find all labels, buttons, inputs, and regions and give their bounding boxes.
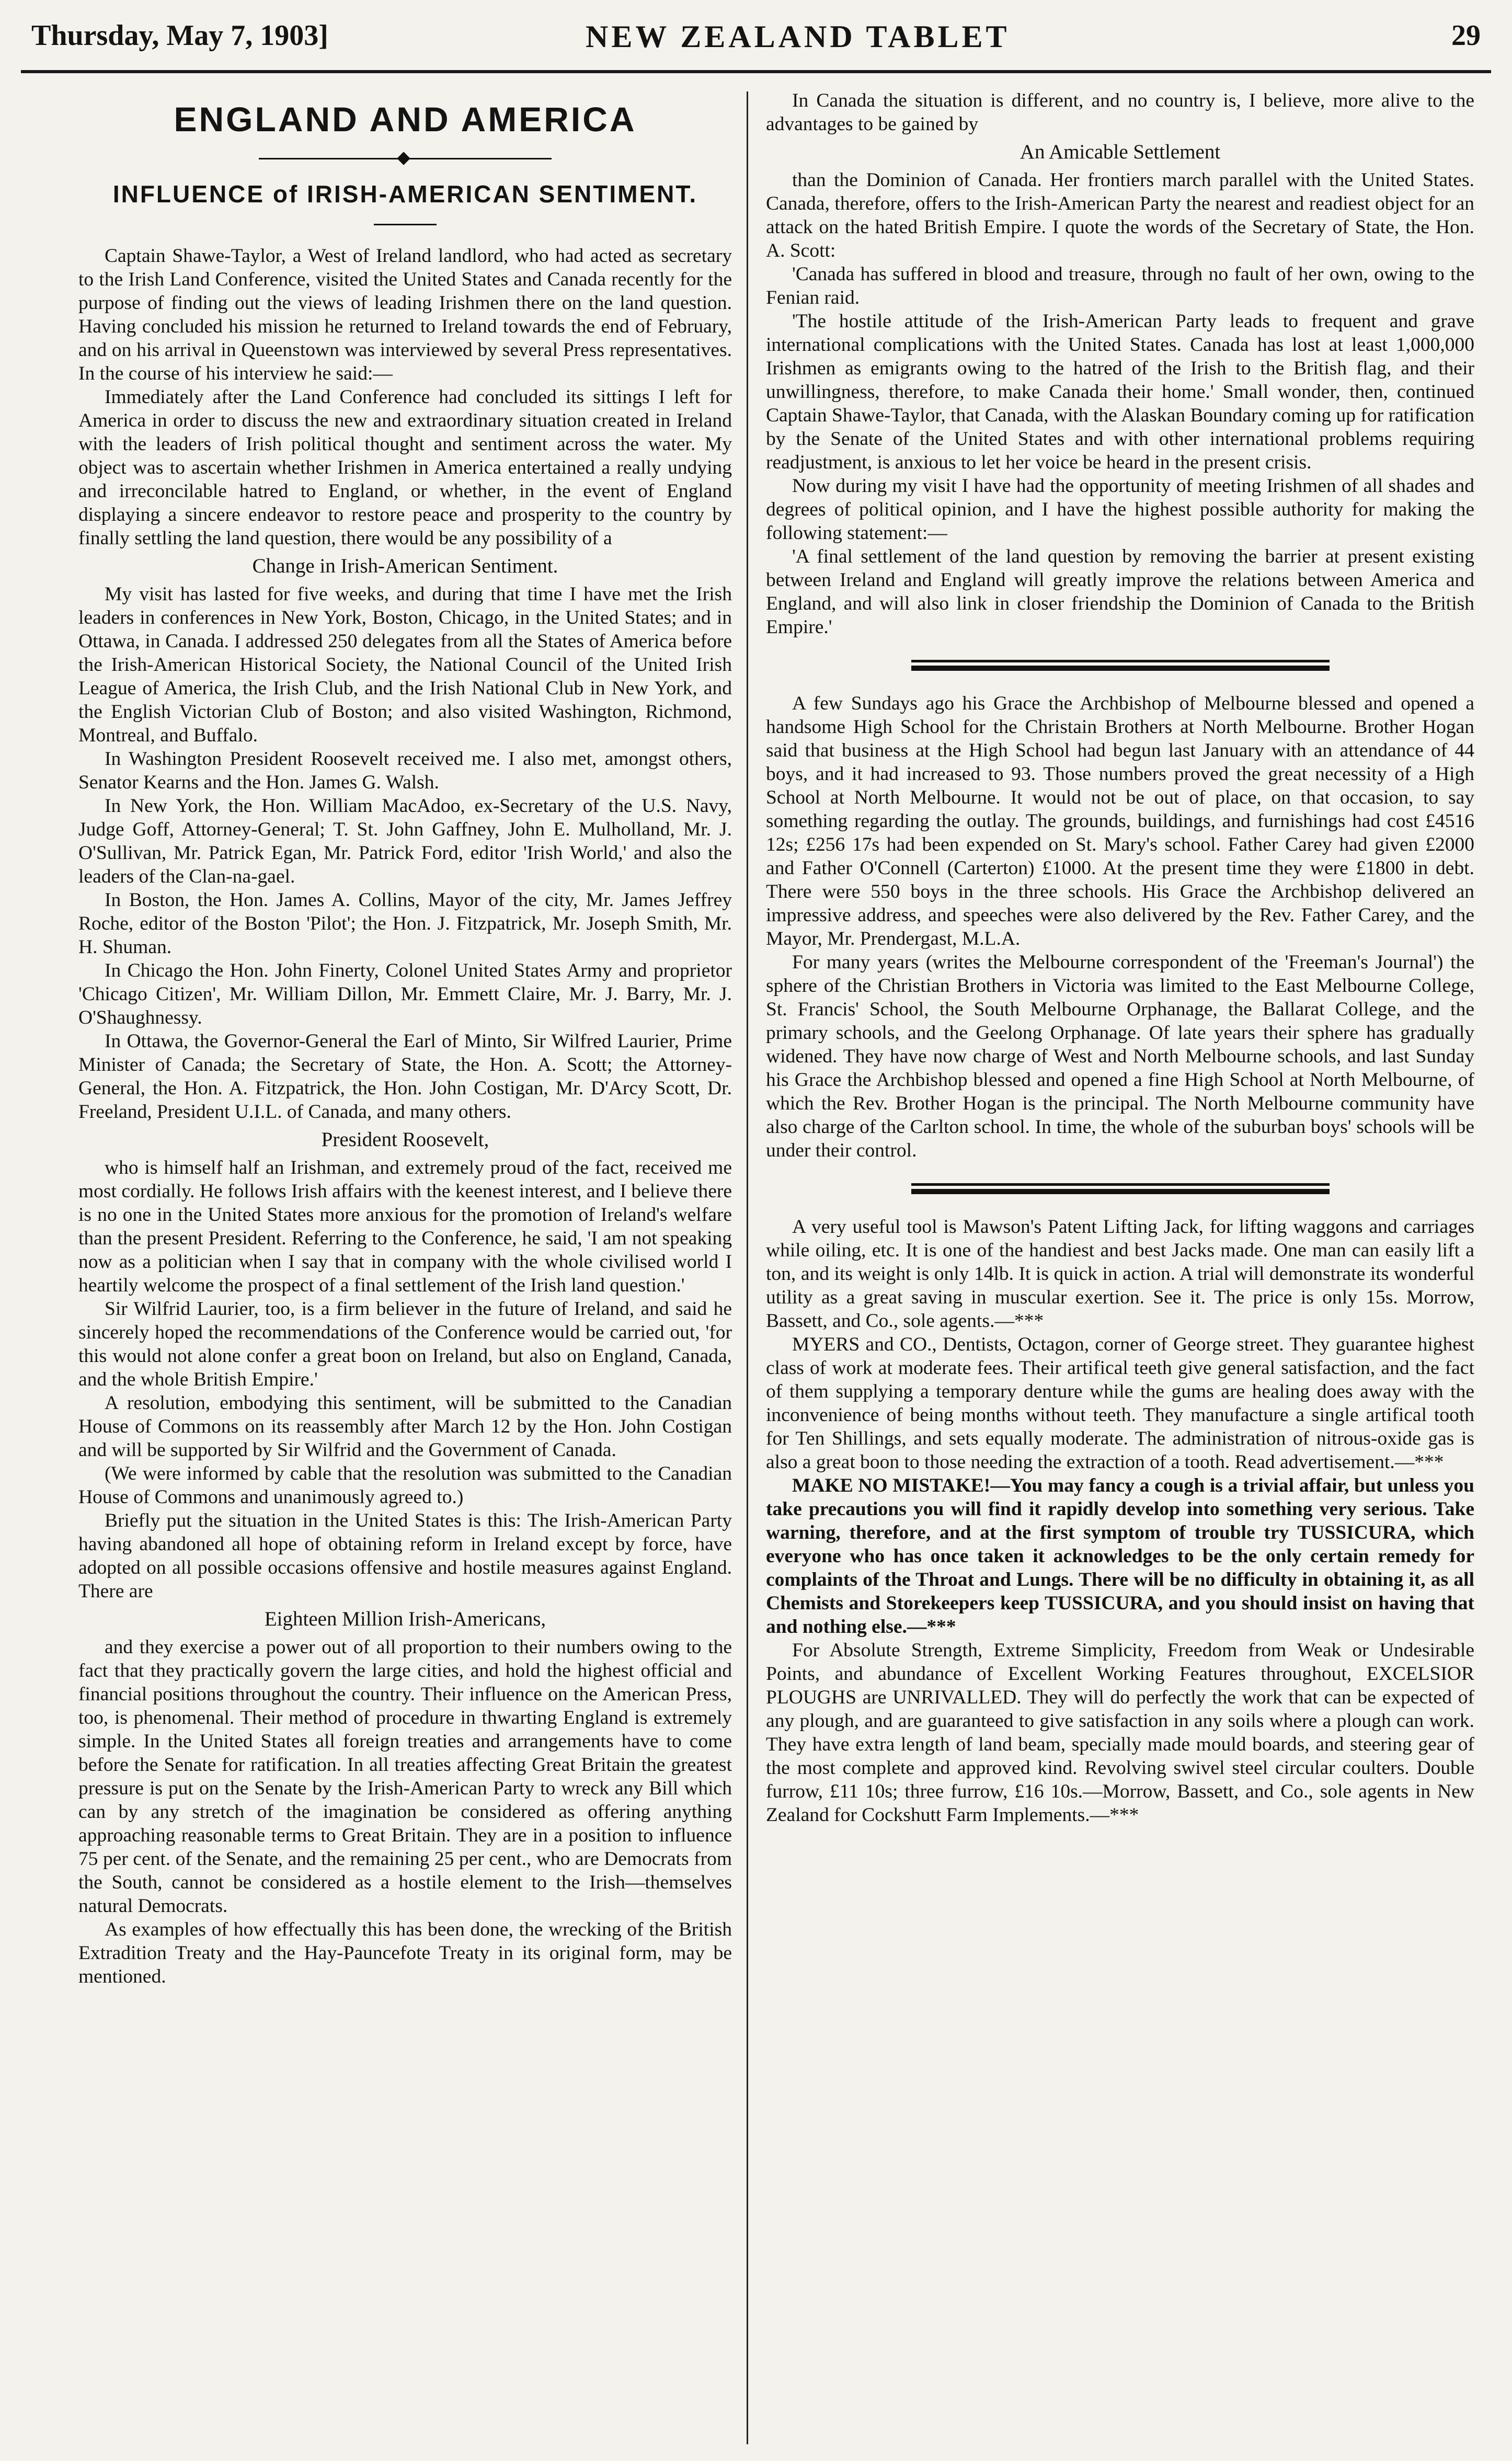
page-number: 29 (1451, 19, 1481, 52)
paragraph: In Washington President Roosevelt received me. I also met, amongst others, Senator Kearns and the Hon. James G. Walsh. (78, 748, 732, 793)
article-headline: ENGLAND AND AMERICA (174, 100, 637, 139)
section-heading: President Roosevelt, (321, 1128, 489, 1151)
ad-paragraph: MAKE NO MISTAKE!—You may fancy a cough is a trivial affair, but unless you take precautions you will find it rapidly develop into something very serious. Take warning, therefore, and at the first symptom of trouble try TUSSICURA, which everyone who has once taken it acknowledges to be the only certain remedy for complaints of the Throat and Lungs. There will be no difficulty in obtaining it, as all Chemists and Storekeepers keep TUSSICURA, and you should insist on having that and nothing else.—*** (766, 1475, 1474, 1638)
paragraph: 'A final settlement of the land question by removing the barrier at present existing between Ireland and England will greatly improve the relations between America and England, and will also link in closer friendship the Dominion of Canada to the British Empire.' (766, 546, 1474, 638)
paragraph: Sir Wilfrid Laurier, too, is a firm believer in the future of Ireland, and said he sincerely hoped the recommendations of the Conference would be carried out, 'for this would not alone confer a great boon on Ireland, but also on England, Canada, and the whole British Empire.' (78, 1298, 732, 1390)
ad-paragraph: MYERS and CO., Dentists, Octagon, corner of George street. They guarantee highest class of work at moderate fees. Their artifical teeth give general satisfaction, and the fact of them supplying a temporary denture while the gums are healing does away with the inconvenience of being months without teeth. They manufacture a single artifical tooth for Ten Shillings, and sets equally moderate. The administration of nitrous-oxide gas is also a great boon to those needing the extraction of a tooth. Read advertisement.—*** (766, 1334, 1474, 1473)
header-date: Thursday, May 7, 1903] (31, 19, 328, 52)
paragraph: A few Sundays ago his Grace the Archbishop of Melbourne blessed and opened a handsome High School for the Christain Brothers at North Melbourne. Brother Hogan said that business at the High School had begun last January with an attendance of 44 boys, and it had increased to 93. Those numbers proved the great necessity of a High School at North Melbourne. It would not be out of place, on that occasion, to say something regarding the outlay. The grounds, buildings, and furnishings had cost £4516 12s; £256 17s had been expended on St. Mary's school. Father Carey had given £2000 and Father O'Connell (Carterton) £1000. At the present time they were £1800 in debt. There were 550 boys in the three schools. His Grace the Archbishop delivered an impressive address, and speeches were also delivered by the Rev. Father Carey, and the Mayor, Mr. Prendergast, M.L.A. (766, 693, 1474, 949)
paragraph: Immediately after the Land Conference had concluded its sittings I left for America in order to discuss the new and extraordinary situation created in Ireland with the leaders of Irish political thought and sentiment across the water. My object was to ascertain whether Irishmen in America entertained a really undying and irreconcilable hatred to England, or whether, in the event of England displaying a sincere endeavor to restore peace and prosperity to the country by finally settling the land question, there would be any possibility of a (78, 386, 732, 549)
paragraph: In New York, the Hon. William MacAdoo, ex-Secretary of the U.S. Navy, Judge Goff, Attorney-General; T. St. John Gaffney, John E. Mulholland, Mr. J. O'Sullivan, Mr. Patrick Egan, Mr. Patrick Ford, editor 'Irish World,' and also the leaders of the Clan-na-gael. (78, 795, 732, 887)
paragraph: A resolution, embodying this sentiment, will be submitted to the Canadian House of Commons on its reassembly after March 12 by the Hon. John Costigan and will be supported by Sir Wilfrid and the Government of Canada. (78, 1392, 732, 1461)
ad-paragraph: A very useful tool is Mawson's Patent Lifting Jack, for lifting waggons and carriages while oiling, etc. It is one of the handiest and best Jacks made. One man can easily lift a ton, and its weight is only 14lb. It is quick in action. A trial will demonstrate its wonderful utility as a great saving in muscular exertion. See it. The price is only 15s. Morrow, Bassett, and Co., sole agents.—*** (766, 1216, 1474, 1332)
publication-title: NEW ZEALAND TABLET (586, 19, 1010, 54)
paragraph: As examples of how effectually this has been done, the wrecking of the British Extradition Treaty and the Hay-Pauncefote Treaty in its original form, may be mentioned. (78, 1919, 732, 1987)
page-header (21, 7, 1491, 73)
diamond-rule (259, 151, 552, 166)
paragraph: For many years (writes the Melbourne correspondent of the 'Freeman's Journal') the sphere of the Christian Brothers in Victoria was limited to the East Melbourne College, St. Francis' School, the South Melbourne Orphanage, the Ballarat College, and the primary schools, and the Geelong Orphanage. Of late years their sphere has gradually widened. They have now charge of West and North Melbourne schools, and last Sunday his Grace the Archbishop blessed and opened a fine High School at North Melbourne, of which the Rev. Brother Hogan is the principal. The North Melbourne community have also charge of the Carlton school. In time, the whole of the suburban boys' schools will be under their control. (766, 952, 1474, 1161)
section-heading: An Amicable Settlement (1020, 141, 1221, 163)
left-column (78, 89, 732, 2442)
paragraph: In Chicago the Hon. John Finerty, Colonel United States Army and proprietor 'Chicago Citizen', Mr. William Dillon, Mr. Emmett Claire, Mr. J. Barry, Mr. J. O'Shaughnessy. (78, 960, 732, 1028)
article-subheadline: INFLUENCE of IRISH-AMERICAN SENTIMENT. (112, 180, 698, 208)
paragraph: than the Dominion of Canada. Her frontiers march parallel with the United States. Canada, therefore, offers to the Irish-American Party the nearest and readiest object for an attack on the hated British Empire. I quote the words of the Secretary of State, the Hon. A. Scott: (766, 169, 1474, 261)
section-divider (911, 1183, 1330, 1194)
tussicura-ad (766, 1474, 1474, 1639)
paragraph: Briefly put the situation in the United States is this: The Irish-American Party having abandoned all hope of obtaining reform in Ireland except by force, have adopted on all possible occasions offensive and hostile measures against England. There are (78, 1510, 732, 1602)
paragraph: Captain Shawe-Taylor, a West of Ireland landlord, who had acted as secretary to the Irish Land Conference, visited the United States and Canada recently for the purpose of finding out the views of leading Irishmen there on the land question. Having concluded his mission he returned to Ireland towards the end of February, and on his arrival in Queenstown was interviewed by several Press representatives. In the course of his interview he said:— (78, 245, 732, 384)
paragraph: and they exercise a power out of all proportion to their numbers owing to the fact that they practically govern the large cities, and hold the highest official and financial positions throughout the country. Their influence on the American Press, too, is phenomenal. Their method of procedure in thwarting England is extremely simple. In the United States all foreign treaties and arrangements have to come before the Senate for ratification. In all treaties affecting Great Britain the greatest pressure is put on the Senate by the Irish-American Party to wreck any Bill which can by any stretch of the imagination be considered as offering anything approaching reasonable terms to Great Britain. They are in a position to influence 75 per cent. of the Senate, and the remaining 25 per cent., who are Democrats from the South, cannot be considered as a hostile element to the Irish—themselves natural Democrats. (78, 1636, 732, 1917)
paragraph: (We were informed by cable that the resolution was submitted to the Canadian House of Commons and unanimously agreed to.) (78, 1463, 732, 1508)
short-rule (374, 224, 437, 225)
paragraph: 'Canada has suffered in blood and treasure, through no fault of her own, owing to the Fenian raid. (766, 264, 1474, 308)
paragraph: who is himself half an Irishman, and extremely proud of the fact, received me most cordially. He follows Irish affairs with the keenest interest, and I believe there is no one in the United States more anxious for the promotion of Ireland's welfare than the present President. Referring to the Conference, he said, 'I am not speaking now as a politician when I say that in company with the whole civilised world I heartily welcome the prospect of a final settlement of the Irish land question.' (78, 1157, 732, 1296)
section-divider (911, 660, 1330, 671)
paragraph: In Canada the situation is different, and no country is, I believe, more alive to the advantages to be gained by (766, 90, 1474, 135)
section-heading: Eighteen Million Irish-Americans, (264, 1608, 546, 1630)
paragraph: In Boston, the Hon. James A. Collins, Mayor of the city, Mr. James Jeffrey Roche, editor of the Boston 'Pilot'; the Hon. J. Fitzpatrick, Mr. Joseph Smith, Mr. H. Shuman. (78, 889, 732, 958)
section-heading: Change in Irish-American Sentiment. (252, 555, 558, 577)
column-divider (747, 91, 748, 2444)
paragraph: Now during my visit I have had the opportunity of meeting Irishmen of all shades and degrees of political opinion, and I have the highest possible authority for making the following statement:— (766, 475, 1474, 544)
ad-paragraph: For Absolute Strength, Extreme Simplicity, Freedom from Weak or Undesirable Points, and abundance of Excellent Working Features throughout, EXCELSIOR PLOUGHS are UNRIVALLED. They will do perfectly the work that can be expected of any plough, and are guaranteed to give satisfaction in any soils where a plough can work. They have extra length of land beam, specially made mould boards, and steering gear of the most complete and approved kind. Revolving swivel steel circular coulters. Double furrow, £11 10s; three furrow, £16 10s.—Morrow, Bassett, and Co., sole agents in New Zealand for Cockshutt Farm Implements.—*** (766, 1640, 1474, 1826)
right-column (766, 89, 1474, 2452)
paragraph: 'The hostile attitude of the Irish-American Party leads to frequent and grave international complications with the United States. Canada has lost at least 1,000,000 Irishmen as emigrants owing to the hatred of the Irish to the British flag, and their unwillingness, therefore, to make Canada their home.' Small wonder, then, continued Captain Shawe-Taylor, that Canada, with the Alaskan Boundary coming up for ratification by the Senate of the United States and with other international problems requiring readjustment, is anxious to let her voice be heard in the present crisis. (766, 311, 1474, 473)
paragraph: In Ottawa, the Governor-General the Earl of Minto, Sir Wilfred Laurier, Prime Minister of Canada; the Secretary of State, the Hon. A. Scott; the Attorney-General, the Hon. A. Fitzpatrick, the Hon. John Costigan, Mr. D'Arcy Scott, Dr. Freeland, President U.I.L. of Canada, and many others. (78, 1031, 732, 1123)
paragraph: My visit has lasted for five weeks, and during that time I have met the Irish leaders in conferences in New York, Boston, Chicago, in the United States; and in Ottawa, in Canada. I addressed 250 delegates from all the States of America before the Irish-American Historical Society, the National Council of the United Irish League of America, the Irish Club, and the Irish National Club in New York, and the English Victorian Club of Boston; and also visited Washington, Richmond, Montreal, and Buffalo. (78, 583, 732, 746)
diamond-ornament-icon (397, 152, 410, 165)
